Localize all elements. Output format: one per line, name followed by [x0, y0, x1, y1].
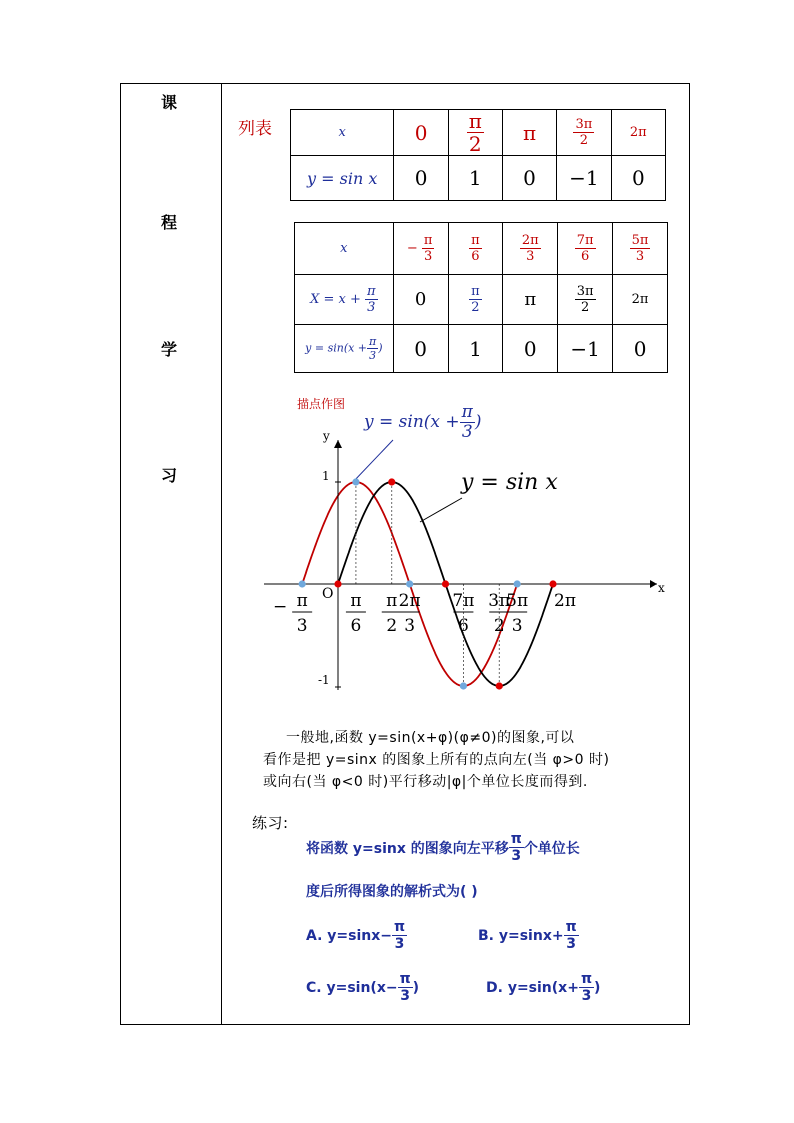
label-shifted-right: ) [474, 412, 482, 432]
t1-r-label: y = sin x [291, 156, 394, 201]
left-char-3: 学 [161, 340, 178, 359]
x-tick-den-6: 2 [493, 616, 505, 636]
t2-h-3: $\frac{2\pi}{3}$ [503, 223, 558, 275]
t1-r-3: 0 [502, 156, 556, 201]
t2-r2-5: 2π [613, 275, 668, 325]
paragraph-line-1: 一般地,函数 y=sin(x+φ)(φ≠0)的图象,可以 [286, 730, 575, 746]
tick-y-1: 1 [322, 469, 330, 483]
t2-r3-label-frac: $\frac{\pi}{3}$ [369, 335, 377, 362]
t1-h-1: 0 [394, 110, 448, 156]
t2-r3-4: −1 [558, 325, 613, 373]
t1-r-5: 0 [611, 156, 665, 201]
x-axis-arrow [650, 580, 657, 588]
t1-r-2: 1 [448, 156, 502, 201]
option-c[interactable] [306, 972, 419, 1003]
x-tick-den-4: 3 [404, 616, 416, 636]
question-text-b: 个单位长 [523, 840, 580, 857]
t2-r3-2: 1 [448, 325, 503, 373]
x-tick-den-3: 2 [386, 616, 398, 636]
sin-point-5 [549, 580, 556, 587]
option-d-text: D. y=sin(x+ [486, 979, 579, 996]
callout-line-shifted [353, 440, 393, 482]
x-tick-num-7: 5π [506, 591, 529, 611]
option-c-frac: $\frac{\pi}{3}$ [399, 971, 411, 1004]
x-tick-num-2: π [350, 591, 362, 611]
t1-h-2: $\frac{\pi}{2}$ [448, 110, 502, 156]
left-char-1: 课 [161, 93, 178, 112]
t2-r2-4: $\frac{3\pi}{2}$ [558, 275, 613, 325]
shifted-point-4 [460, 682, 467, 689]
t2-r2-label-left: X = x + [310, 292, 361, 307]
label-shifted-curve [364, 404, 481, 441]
table1-label: 列表 [238, 119, 272, 139]
t1-h-4: $\frac{3\pi}{2}$ [557, 110, 612, 156]
option-a-frac: $\frac{\pi}{3}$ [394, 919, 406, 952]
sin-point-1 [334, 580, 341, 587]
label-shifted-frac: $\frac{\pi}{3}$ [461, 402, 473, 442]
t2-r3-3: 0 [503, 325, 558, 373]
x-tick-num-6: 3π [488, 591, 511, 611]
left-char-2: 程 [161, 213, 178, 232]
t1-h-3: π [502, 110, 556, 156]
sin-point-2 [388, 478, 395, 485]
sin-point-4 [496, 682, 503, 689]
t1-r-1: 0 [394, 156, 448, 201]
t2-r2-3: π [503, 275, 558, 325]
x-tick-den-2: 6 [350, 616, 362, 636]
option-b-text: B. y=sinx+ [478, 927, 564, 944]
label-shifted-left: y = sin(x + [364, 412, 460, 432]
shifted-point-5 [514, 580, 521, 587]
x-tick-den-5: 6 [458, 616, 469, 636]
practice-question-line-1 [306, 832, 580, 863]
option-a-text: A. y=sinx− [306, 927, 393, 944]
t2-h-x: x [295, 223, 394, 275]
t2-r2-1: 0 [393, 275, 448, 325]
practice-question-line-2: 度后所得图象的解析式为( ) [306, 884, 478, 900]
t2-h-2: $\frac{\pi}{6}$ [448, 223, 503, 275]
sin-point-3 [442, 580, 449, 587]
t1-h-5: 2π [611, 110, 665, 156]
paragraph-line-2: 看作是把 y=sinx 的图象上所有的点向左(当 φ>0 时) [263, 752, 610, 768]
shifted-point-2 [352, 478, 359, 485]
option-b-frac: $\frac{\pi}{3}$ [565, 919, 577, 952]
x-tick-den-1: 3 [296, 616, 308, 636]
t1-r-4: −1 [557, 156, 612, 201]
option-b[interactable] [478, 920, 579, 951]
t2-r3-1: 0 [393, 325, 448, 373]
shifted-point-1 [299, 580, 306, 587]
practice-title: 练习: [252, 814, 289, 832]
origin-label: O [322, 586, 334, 602]
x-tick-neg-1: − [273, 597, 288, 617]
t2-r2-2: $\frac{\pi}{2}$ [448, 275, 503, 325]
left-char-4: 习 [161, 466, 178, 485]
x-tick-num-4: 2π [398, 591, 421, 611]
question-text-a: 将函数 y=sinx 的图象向左平移 [306, 840, 509, 857]
t2-r3-5: 0 [613, 325, 668, 373]
tick-y-neg1: -1 [318, 673, 330, 687]
option-d-frac: $\frac{\pi}{3}$ [580, 971, 593, 1004]
t2-neg-sign: − [406, 241, 418, 256]
x-axis-label: x [658, 581, 665, 595]
x-tick-den-7: 3 [511, 616, 523, 636]
x-tick-num-3: π [386, 591, 398, 611]
t1-h-x: x [291, 110, 394, 156]
option-d[interactable] [486, 972, 600, 1003]
option-a[interactable] [306, 920, 407, 951]
x-tick-num-5: 7π [452, 591, 475, 611]
x-tick-8: 2π [554, 591, 576, 611]
callout-line-sin [420, 498, 462, 522]
shifted-point-3 [406, 580, 413, 587]
x-tick-num-1: π [296, 591, 308, 611]
graph-caption: 描点作图 [297, 397, 346, 411]
t2-r3-label-left: y = sin(x + [305, 341, 368, 355]
t2-h-5: $\frac{5\pi}{3}$ [613, 223, 668, 275]
y-axis-arrow [334, 440, 342, 448]
t2-h-1-frac: $\frac{\pi}{3}$ [423, 233, 433, 264]
option-c-close: ) [412, 979, 420, 996]
t2-r3-label-right: ) [378, 341, 383, 355]
label-sin-curve: y = sin x [461, 470, 558, 495]
option-c-text: C. y=sin(x− [306, 979, 398, 996]
paragraph-line-3: 或向右(当 φ<0 时)平行移动|φ|个单位长度而得到. [263, 774, 588, 790]
t2-h-4: $\frac{7\pi}{6}$ [558, 223, 613, 275]
question-frac: $\frac{\pi}{3}$ [510, 831, 522, 864]
y-axis-label: y [323, 429, 330, 443]
t2-r2-label-frac: $\frac{\pi}{3}$ [367, 284, 376, 315]
option-d-close: ) [594, 979, 601, 996]
